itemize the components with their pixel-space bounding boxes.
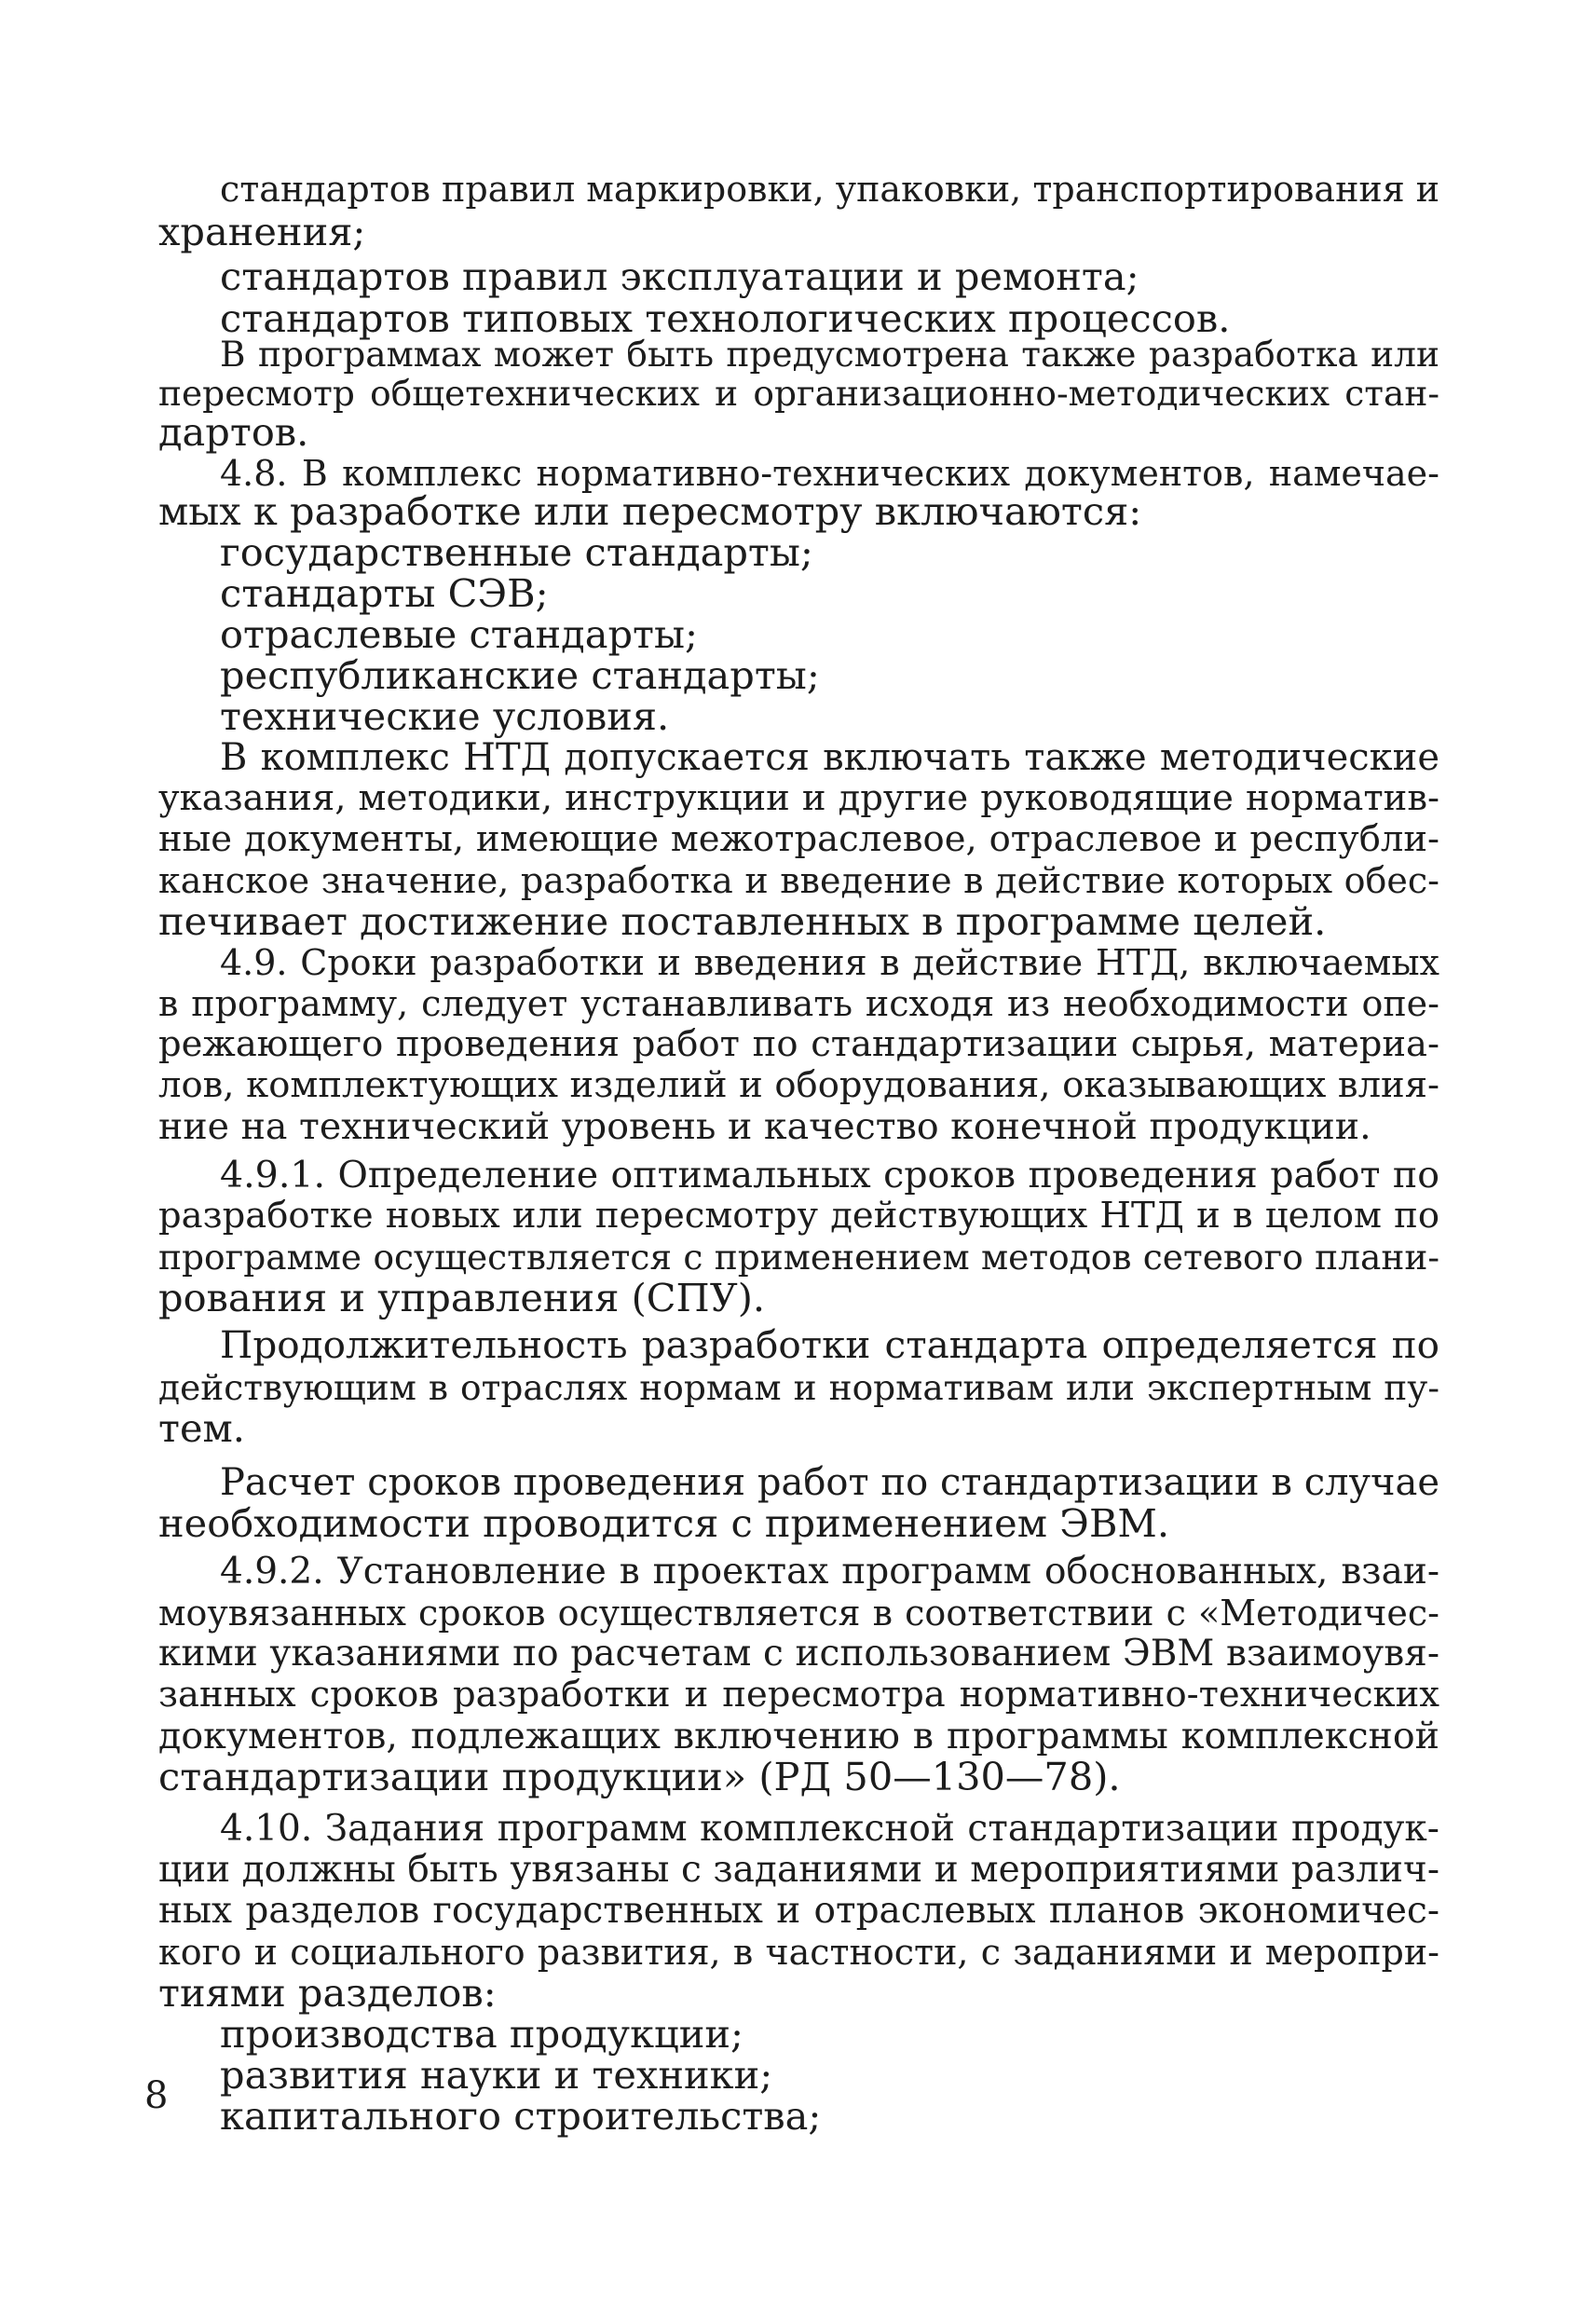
text-line: капитального строительства; (220, 2093, 822, 2139)
text-line: действующим в отраслях нормам и нормативам или экспертным пу- (158, 1367, 1439, 1408)
text-line: 4.8. В комплекс нормативно-технических документов, намечае- (220, 453, 1439, 494)
text-line: производства продукции; (220, 2011, 744, 2057)
text-line: пересмотр общетехнических и организационно-методических стан- (158, 373, 1439, 414)
text-line: развития науки и техники; (220, 2052, 773, 2098)
text-line: 4.10. Задания программ комплексной стандартизации продук- (220, 1808, 1439, 1850)
text-line: рования и управления (СПУ). (158, 1275, 766, 1320)
text-line: стандартов правил эксплуатации и ремонта; (220, 253, 1139, 299)
text-line: кого и социального развития, в частности, с заданиями и меропри- (158, 1932, 1439, 1973)
text-line: стандартизации продукции» (РД 50—130—78). (158, 1754, 1121, 1799)
text-line: моувязанных сроков осуществляется в соответствии с «Методичес- (158, 1593, 1439, 1634)
text-line: программе осуществляется с применением методов сетевого плани- (158, 1237, 1439, 1278)
text-line: 4.9.2. Установление в проектах программ обоснованных, взаи- (220, 1551, 1439, 1593)
text-line: Расчет сроков проведения работ по стандартизации в случае (220, 1461, 1439, 1504)
text-line: Продолжительность разработки стандарта определяется по (220, 1322, 1439, 1367)
text-line: необходимости проводится с применением ЭВМ. (158, 1500, 1170, 1546)
text-line: стандарты СЭВ; (220, 570, 549, 616)
text-line: 4.9. Сроки разработки и введения в действие НТД, включаемых (220, 942, 1439, 983)
text-line: хранения; (158, 209, 366, 254)
text-line: государственные стандарты; (220, 529, 813, 575)
text-line: тем. (158, 1405, 245, 1451)
text-line: В программах может быть предусмотрена также разработка или (220, 334, 1439, 375)
text-line: республиканские стандарты; (220, 652, 820, 698)
text-line: В комплекс НТД допускается включать также методические (220, 736, 1439, 779)
text-line: канское значение, разработка и введение в действие которых обес- (158, 860, 1439, 901)
text-line: отраслевые стандарты; (220, 611, 698, 657)
text-line: 4.9.1. Определение оптимальных сроков проведения работ по (220, 1154, 1439, 1197)
text-line: стандартов типовых технологических процессов. (220, 295, 1231, 341)
text-line: режающего проведения работ по стандартизации сырья, материа- (158, 1023, 1439, 1065)
text-line: занных сроков разработки и пересмотра нормативно-технических (158, 1674, 1439, 1716)
text-line: дартов. (158, 409, 309, 455)
text-line: разработке новых или пересмотру действующих НТД и в целом по (158, 1195, 1439, 1237)
page-number: 8 (144, 2074, 169, 2117)
text-line: указания, методики, инструкции и другие руководящие норматив- (158, 777, 1439, 819)
text-line: технические условия. (220, 693, 670, 739)
text-line: печивает достижение поставленных в программе целей. (158, 898, 1327, 944)
text-line: стандартов правил маркировки, упаковки, транспортирования и (220, 169, 1440, 210)
text-line: документов, подлежащих включению в программы комплексной (158, 1715, 1439, 1757)
text-line: лов, комплектующих изделий и оборудования, оказывающих влия- (158, 1064, 1439, 1106)
text-line: в программу, следует устанавливать исходя из необходимости опе- (158, 983, 1439, 1024)
text-line: ции должны быть увязаны с заданиями и мероприятиями различ- (158, 1849, 1439, 1891)
text-line: ние на технический уровень и качество конечной продукции. (158, 1105, 1371, 1148)
text-line: тиями разделов: (158, 1970, 497, 2016)
text-line: ные документы, имеющие межотраслевое, отраслевое и республи- (158, 818, 1439, 860)
text-line: кими указаниями по расчетам с использованием ЭВМ взаимоувя- (158, 1633, 1439, 1675)
text-line: мых к разработке или пересмотру включаются: (158, 488, 1142, 534)
text-line: ных разделов государственных и отраслевых планов экономичес- (158, 1890, 1439, 1932)
